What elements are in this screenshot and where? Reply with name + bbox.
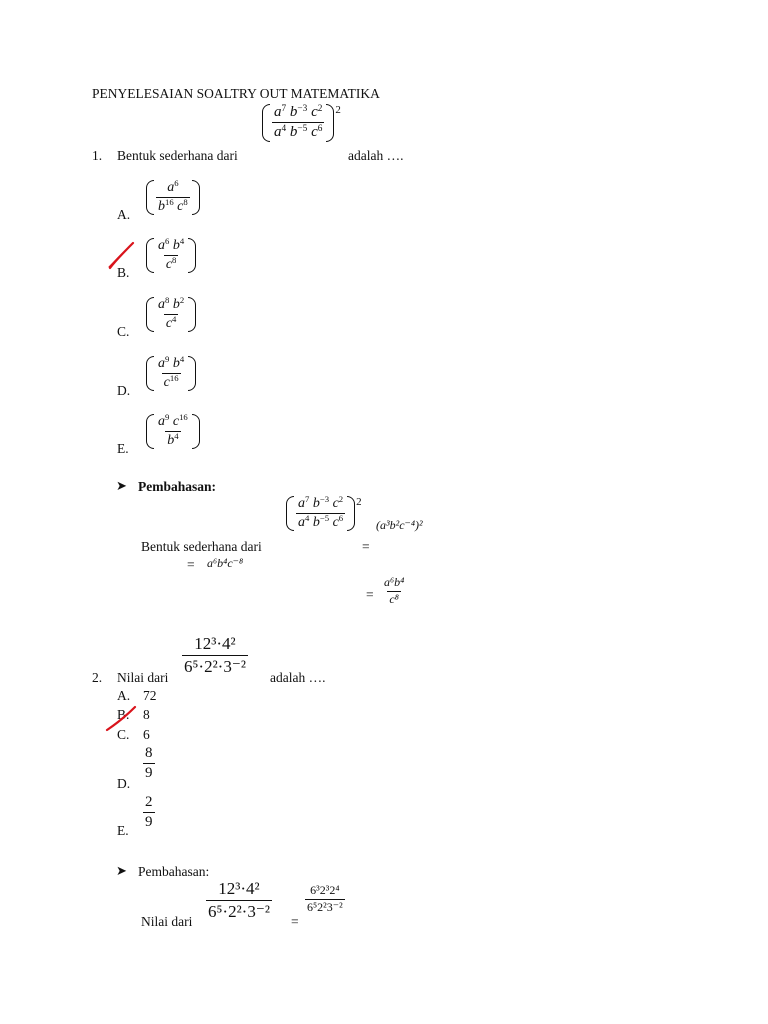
q2-option-b-letter: B. (117, 707, 130, 722)
q1-option-c-letter: C. (117, 324, 130, 339)
q1-number: 1. (92, 148, 103, 163)
q1-option-b-letter: B. (117, 265, 130, 280)
q2-expression-numerator: 12³·4² (194, 634, 236, 653)
q1-discussion-equals-3: = (366, 587, 374, 602)
red-check-mark-icon (104, 704, 138, 734)
q1-option-e-letter: E. (117, 441, 129, 456)
q1-lead-text: Bentuk sederhana dari (117, 148, 238, 163)
q2-discussion-equals: = (291, 914, 299, 929)
q2-arrowhead-bullet-icon: ➤ (116, 863, 127, 878)
q2-discussion-expression-denominator: 6⁵·2²·3⁻² (208, 901, 270, 921)
q1-discussion-lead: Bentuk sederhana dari (141, 539, 262, 554)
q2-option-d-letter: D. (117, 776, 131, 791)
q1-tail-text: adalah …. (348, 148, 404, 163)
q2-expression (182, 634, 248, 676)
q1-discussion-equals-1: = (362, 539, 370, 554)
q1-discussion-step1: (a³b²c⁻⁴)² (376, 518, 423, 532)
q1-option-d-letter: D. (117, 383, 131, 398)
q2-expression-denominator: 6⁵·2²·3⁻² (184, 656, 246, 676)
q1-option-a-expression: $\frac{a^6}{b^{16} c^8}$ (146, 180, 200, 220)
q2-discussion-step-numerator: 6³2³2⁴ (310, 883, 340, 897)
q2-option-e-denominator: 9 (145, 814, 153, 831)
q2-option-c-letter: C. (117, 727, 130, 742)
q2-option-d-value (143, 745, 155, 783)
q2-lead-text: Nilai dari (117, 670, 169, 685)
q2-discussion-heading: Pembahasan: (138, 864, 210, 879)
q2-option-e-value (143, 794, 155, 832)
q2-number: 2. (92, 670, 103, 685)
q2-option-e-letter: E. (117, 823, 129, 838)
q2-option-d-denominator: 9 (145, 765, 153, 782)
q1-result-numerator: a⁶b⁴ (384, 575, 405, 589)
q1-discussion-expression: $\frac{a^7 b^{-3} c^2}{a^4 b^{-5} c^6}$ 2 (286, 496, 362, 536)
q1-option-a-letter: A. (117, 207, 131, 222)
q1-result-denominator: c⁸ (389, 591, 399, 606)
q1-expression: $\frac{a^7 b^{-3} c^2}{a^4 b^{-5} c^6}$ 2 (262, 104, 341, 147)
q1-option-c-expression: $\frac{a^8 b^2}{c^4}$ (146, 297, 196, 337)
q2-discussion-expression-numerator: 12³·4² (218, 879, 260, 898)
q2-discussion-expression (206, 879, 272, 921)
q1-discussion-heading: Pembahasan: (138, 479, 217, 494)
q1-discussion-step2: a⁶b⁴c⁻⁸ (207, 556, 244, 570)
q1-option-d-expression: $\frac{a^9 b^4}{c^{16}}$ (146, 356, 196, 396)
q1-discussion-result (382, 576, 406, 607)
q2-option-c-value: 6 (143, 727, 150, 742)
q2-option-d-numerator: 8 (145, 745, 153, 761)
q2-discussion-lead: Nilai dari (141, 914, 193, 929)
q2-tail-text: adalah …. (270, 670, 326, 685)
q2-option-b-value: 8 (143, 707, 150, 722)
q1-discussion-equals-2: = (187, 557, 195, 572)
q2-discussion-step-denominator: 6⁵2²3⁻² (307, 899, 343, 914)
red-check-mark-icon (106, 240, 136, 272)
q2-option-a-letter: A. (117, 688, 131, 703)
q1-arrowhead-bullet-icon: ➤ (116, 478, 127, 493)
q2-option-e-numerator: 2 (145, 794, 153, 810)
q1-option-b-expression: $\frac{a^6 b^4}{c^8}$ (146, 238, 196, 278)
page-title: PENYELESAIAN SOALTRY OUT MATEMATIKA (92, 86, 380, 101)
q2-option-a-value: 72 (143, 688, 157, 703)
q1-option-e-expression: $\frac{a^9 c^{16}}{b^4}$ (146, 414, 200, 454)
q2-discussion-step (305, 884, 345, 915)
